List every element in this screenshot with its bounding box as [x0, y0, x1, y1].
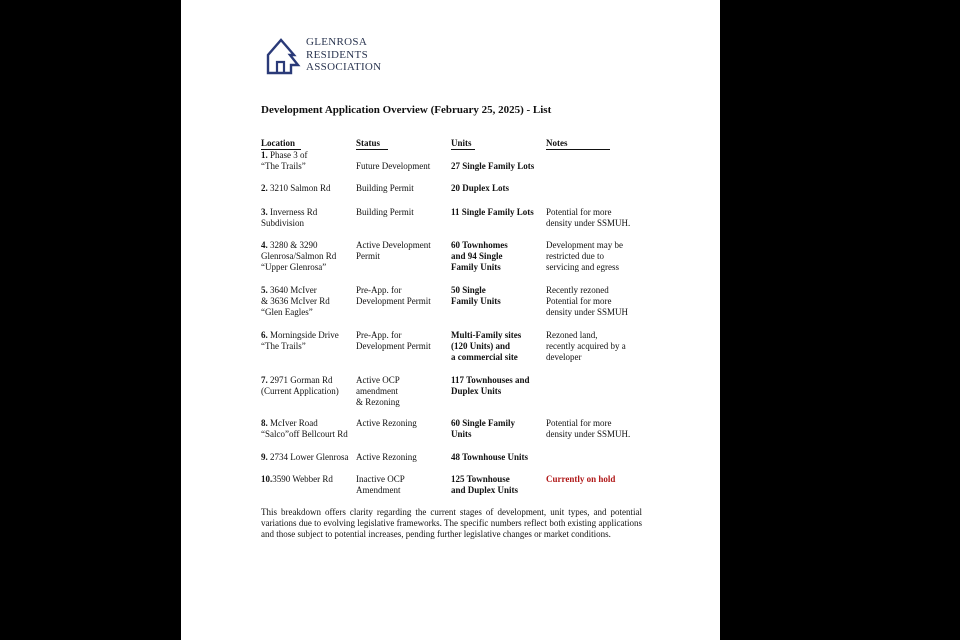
cell-notes — [546, 474, 615, 485]
logo-line-3: ASSOCIATION — [306, 61, 382, 73]
cell-line: “Glen Eagles” — [261, 307, 313, 317]
cell-location — [261, 375, 339, 397]
cell-line: density under SSMUH. — [546, 429, 631, 439]
cell-notes — [546, 285, 628, 318]
location-text: Inverness Rd — [267, 207, 318, 217]
cell-status — [356, 474, 405, 496]
header-status: Status — [356, 138, 381, 148]
cell-line: Potential for more — [546, 418, 612, 428]
cell-line: Development Permit — [356, 341, 431, 351]
cell-status — [356, 285, 431, 307]
row-number: 6. — [261, 330, 268, 340]
cell-line — [451, 150, 534, 161]
cell-line: restricted due to — [546, 251, 604, 261]
header-underline — [546, 149, 610, 150]
cell-line: 20 Duplex Lots — [451, 183, 510, 193]
cell-status — [356, 375, 400, 408]
cell-units — [451, 375, 530, 397]
cell-line: Active Rezoning — [356, 418, 417, 428]
cell-line: recently acquired by a — [546, 341, 626, 351]
cell-line: Amendment — [356, 485, 401, 495]
table-header — [261, 138, 711, 150]
location-text: 3210 Salmon Rd — [267, 183, 331, 193]
cell-line: Potential for more — [546, 207, 612, 217]
cell-units — [451, 285, 501, 307]
cell-location — [261, 183, 331, 194]
header-location: Location — [261, 138, 296, 148]
document-page — [181, 0, 720, 640]
cell-line: 60 Single Family — [451, 418, 516, 428]
cell-status — [356, 418, 417, 429]
cell-line: 27 Single Family Lots — [451, 161, 535, 171]
cell-line: and 94 Single — [451, 251, 503, 261]
summary-paragraph: This breakdown offers clarity regarding the current stages of development, unit types, and potential variations due to evolving legislative frameworks. The specific numbers reflect both existing applications and those subject to potential increases, pending further legislative changes or market conditions. — [261, 507, 642, 539]
cell-line: developer — [546, 352, 582, 362]
cell-line: “The Trails” — [261, 341, 306, 351]
cell-units — [451, 207, 534, 218]
cell-line: Potential for more — [546, 296, 612, 306]
cell-line — [261, 285, 330, 296]
house-tree-logo-icon — [265, 37, 301, 75]
cell-status — [356, 207, 414, 218]
cell-line — [261, 375, 339, 386]
cell-location — [261, 452, 348, 463]
cell-line: 117 Townhouses and — [451, 375, 530, 385]
cell-line: “Upper Glenrosa” — [261, 262, 327, 272]
location-text: Morningside Drive — [267, 330, 339, 340]
cell-line: (120 Units) and — [451, 341, 511, 351]
cell-location — [261, 150, 308, 172]
cell-line: “Salco”off Bellcourt Rd — [261, 429, 348, 439]
cell-line: Pre-App. for — [356, 330, 402, 340]
cell-status — [356, 452, 417, 463]
cell-location — [261, 285, 330, 318]
cell-units — [451, 150, 534, 172]
cell-line: & 3636 McIver Rd — [261, 296, 330, 306]
location-text: Phase 3 of — [267, 150, 308, 160]
cell-notes — [546, 207, 630, 229]
cell-line: Multi-Family sites — [451, 330, 522, 340]
row-number: 10. — [261, 474, 273, 484]
cell-line: Family Units — [451, 296, 501, 306]
cell-line: Subdivision — [261, 218, 305, 228]
cell-line: a commercial site — [451, 352, 518, 362]
cell-line: Rezoned land, — [546, 330, 598, 340]
header-notes: Notes — [546, 138, 568, 148]
cell-line: Glenrosa/Salmon Rd — [261, 251, 337, 261]
cell-location — [261, 240, 336, 273]
row-number: 4. — [261, 240, 268, 250]
association-logo — [265, 36, 465, 76]
cell-notes — [546, 418, 630, 440]
cell-line: and Duplex Units — [451, 485, 519, 495]
cell-line: Development Permit — [356, 296, 431, 306]
row-number: 1. — [261, 150, 268, 160]
cell-line: Active Development — [356, 240, 431, 250]
cell-line: (Current Application) — [261, 386, 339, 396]
cell-line: Pre-App. for — [356, 285, 402, 295]
cell-line: amendment — [356, 386, 398, 396]
development-table — [261, 138, 711, 495]
row-number: 3. — [261, 207, 268, 217]
cell-line: 48 Townhouse Units — [451, 452, 529, 462]
row-number: 5. — [261, 285, 268, 295]
association-name — [306, 36, 381, 74]
cell-line: Family Units — [451, 262, 501, 272]
cell-notes — [546, 330, 626, 363]
cell-line: Development may be — [546, 240, 623, 250]
location-text: 2734 Lower Glenrosa — [267, 452, 349, 462]
cell-line: Active OCP — [356, 375, 400, 385]
cell-location — [261, 330, 339, 352]
cell-units — [451, 474, 518, 496]
cell-units — [451, 183, 509, 194]
document-title: Development Application Overview (February 25, 2025) - List — [261, 104, 552, 116]
logo-line-1: GLENROSA — [306, 36, 368, 48]
cell-line — [261, 150, 308, 161]
row-number: 7. — [261, 375, 268, 385]
cell-location — [261, 418, 348, 440]
cell-line: 50 Single — [451, 285, 486, 295]
cell-units — [451, 240, 508, 273]
cell-line — [261, 418, 348, 429]
cell-status — [356, 240, 431, 262]
cell-line: Currently on hold — [546, 474, 616, 484]
cell-line: 60 Townhomes — [451, 240, 508, 250]
cell-line: & Rezoning — [356, 397, 400, 407]
cell-line: Units — [451, 429, 472, 439]
cell-units — [451, 452, 528, 463]
cell-status — [356, 150, 430, 172]
cell-status — [356, 183, 414, 194]
cell-line: “The Trails” — [261, 161, 306, 171]
cell-location — [261, 474, 333, 485]
cell-line: density under SSMUH. — [546, 218, 631, 228]
cell-line — [356, 150, 430, 161]
cell-units — [451, 330, 521, 363]
location-text: 3280 & 3290 — [267, 240, 318, 250]
cell-line — [261, 183, 331, 194]
location-text: 2971 Gorman Rd — [267, 375, 333, 385]
logo-line-2: RESIDENTS — [306, 48, 368, 61]
cell-line: Inactive OCP — [356, 474, 405, 484]
cell-line — [261, 474, 333, 485]
row-number: 8. — [261, 418, 268, 428]
cell-line: 11 Single Family Lots — [451, 207, 534, 217]
row-number: 2. — [261, 183, 268, 193]
cell-line — [261, 240, 336, 251]
cell-line — [261, 452, 348, 463]
cell-line: Active Rezoning — [356, 452, 417, 462]
cell-line: Future Development — [356, 161, 431, 171]
cell-location — [261, 207, 317, 229]
cell-units — [451, 418, 515, 440]
location-text: 3640 McIver — [267, 285, 317, 295]
header-units: Units — [451, 138, 472, 148]
cell-line: Recently rezoned — [546, 285, 609, 295]
cell-line: 125 Townhouse — [451, 474, 510, 484]
cell-line: servicing and egress — [546, 262, 619, 272]
cell-line: Building Permit — [356, 207, 414, 217]
location-text: McIver Road — [267, 418, 318, 428]
cell-line — [261, 207, 317, 218]
cell-line: density under SSMUH — [546, 307, 629, 317]
cell-line: Permit — [356, 251, 380, 261]
cell-line: Building Permit — [356, 183, 414, 193]
row-number: 9. — [261, 452, 268, 462]
cell-line — [261, 330, 339, 341]
location-text: 3590 Webber Rd — [272, 474, 333, 484]
cell-status — [356, 330, 431, 352]
cell-notes — [546, 240, 623, 273]
cell-line: Duplex Units — [451, 386, 502, 396]
